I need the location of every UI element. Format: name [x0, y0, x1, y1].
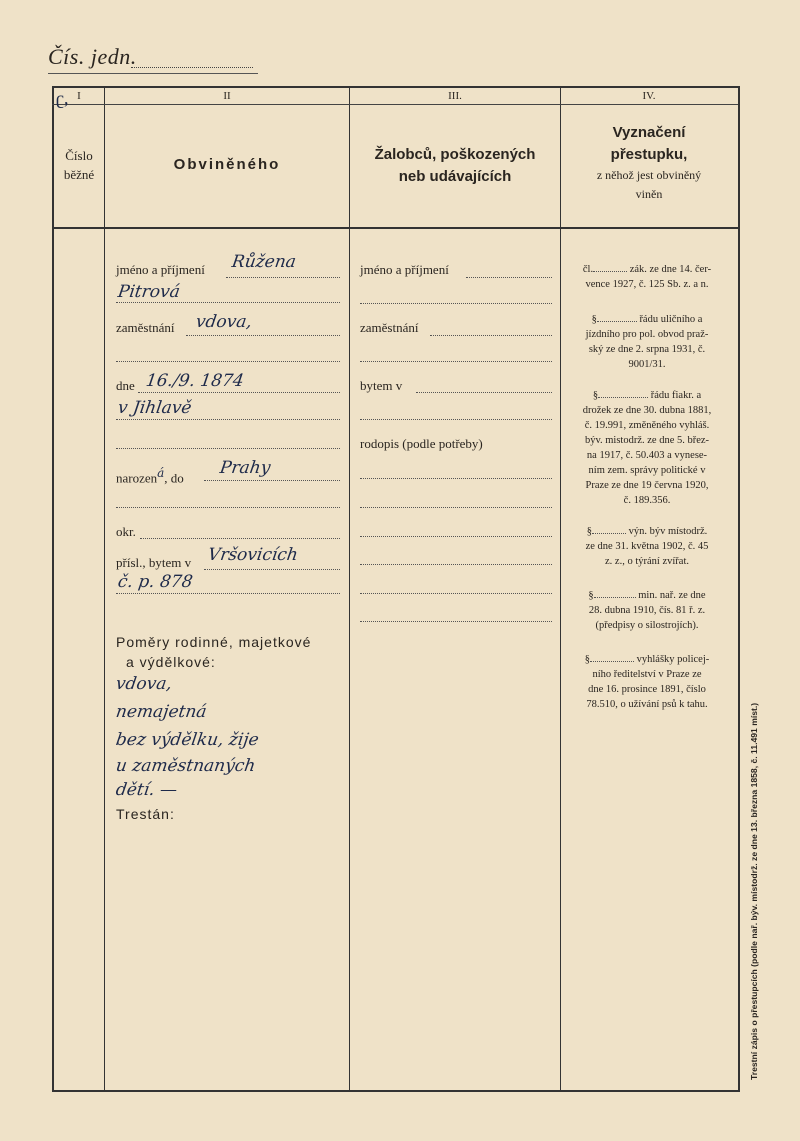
offense-p6-line2: ního ředitelství v Praze ze	[592, 669, 702, 680]
plaintiff-line-13	[360, 620, 552, 622]
accused-date-label: dne	[116, 378, 135, 393]
accused-domicile-value2: č. p. 878	[116, 572, 194, 592]
offense-paragraph-1	[566, 262, 728, 292]
offense-p6-blank	[590, 661, 634, 662]
offense-p5-line1: min. nař. ze dne	[638, 590, 706, 601]
column-divider-3	[560, 86, 561, 1090]
offense-paragraph-4	[566, 524, 728, 569]
offense-p1-blank	[593, 271, 627, 272]
col4-header	[561, 122, 737, 204]
offense-p5-line3: (předpisy o silostrojích).	[595, 620, 699, 631]
col3-header	[350, 144, 560, 188]
col-number-3: III.	[448, 90, 462, 102]
convicted-label: Trestán:	[116, 806, 175, 822]
family-label-2: a výdělkové:	[126, 654, 216, 670]
offense-p1-prefix: čl.	[582, 264, 594, 275]
header-underline	[48, 73, 258, 74]
offense-p5-line2: 28. dubna 1910, čís. 81 ř. z.	[588, 605, 706, 616]
plaintiff-line-9	[360, 506, 552, 508]
pencil-mark: ʗ,	[56, 88, 69, 108]
offense-p2-line1: řádu uličního a	[639, 314, 703, 325]
accused-born-line2	[116, 506, 340, 508]
col-number-2: II	[223, 90, 231, 102]
offense-p3-line6: ním zem. správy politické v	[588, 465, 706, 476]
offense-p5-blank	[594, 597, 636, 598]
plaintiff-name-label: jméno a příjmení	[360, 262, 449, 277]
col1-header-line2: běžné	[63, 167, 95, 182]
accused-occupation-value: vdova,	[194, 312, 254, 332]
family-line-4: u zaměstnaných	[114, 756, 257, 776]
accused-occupation-label: zaměstnání	[116, 320, 175, 335]
plaintiff-line-8	[360, 477, 552, 479]
accused-name-label: jméno a příjmení	[116, 262, 205, 277]
col-number-4: IV.	[642, 90, 656, 102]
offense-p5-prefix: §	[588, 590, 594, 601]
col2-header: Obviněného	[173, 156, 281, 173]
plaintiff-occupation-line	[430, 334, 552, 336]
accused-district-label: okr.	[116, 524, 136, 539]
offense-p3-line5: na 1917, č. 50.403 a vynese-	[586, 450, 708, 461]
offense-p3-line2: drožek ze dne 30. dubna 1881,	[582, 405, 712, 416]
plaintiff-line-2	[360, 302, 552, 304]
col3-header-line2: neb udávajících	[398, 168, 512, 185]
accused-date-value: 16./9. 1874	[144, 371, 246, 391]
offense-p3-line1: řádu fiakr. a	[650, 390, 702, 401]
offense-p3-line8: č. 189.356.	[623, 495, 671, 506]
offense-p3-blank	[598, 397, 648, 398]
offense-p3-line3: č. 19.991, změněného vyhláš.	[584, 420, 710, 431]
accused-domicile-value: Vršovicích	[206, 545, 300, 565]
vertical-form-caption	[745, 660, 763, 1080]
accused-name-value: Růžena	[230, 252, 298, 272]
col1-header-line1: Číslo	[65, 148, 93, 163]
plaintiff-name-line	[466, 276, 552, 278]
col4-header-line1: Vyznačení	[612, 124, 686, 141]
plaintiff-residence-label: bytem v	[360, 378, 403, 393]
accused-occupation-line2	[116, 360, 340, 362]
plaintiff-line-10	[360, 535, 552, 537]
offense-p6-line1: vyhlášky policej-	[636, 654, 710, 665]
accused-domicile-line	[204, 568, 340, 570]
offense-p3-line7: Praze ze dne 19 června 1920,	[585, 480, 709, 491]
plaintiff-bio-label: rodopis (podle potřeby)	[360, 436, 483, 451]
accused-born-suffix: á	[157, 466, 165, 480]
accused-domicile-label: přísl., bytem v	[116, 555, 192, 570]
column-divider-2	[349, 86, 350, 1090]
accused-domicile-line2	[116, 592, 340, 594]
col-number-1: I	[77, 90, 81, 102]
offense-p1-line1: zák. ze dne 14. čer-	[629, 264, 712, 275]
col4-header-line3: z něhož jest obviněný	[596, 168, 702, 182]
offense-paragraph-2	[566, 312, 728, 372]
header-bottom-rule	[52, 227, 738, 229]
roman-row-rule	[52, 104, 738, 105]
accused-occupation-line	[186, 334, 340, 336]
offense-p2-line4: 9001/31.	[628, 359, 666, 370]
offense-paragraph-6	[566, 652, 728, 712]
col1-header	[54, 146, 104, 184]
offense-p1-line2: vence 1927, č. 125 Sb. z. a n.	[585, 279, 709, 290]
offense-p2-line2: jízdního pro pol. obvod praž-	[585, 329, 709, 340]
offense-p4-line3: z. z., o týrání zvířat.	[605, 556, 689, 567]
accused-place-value: v Jihlavě	[116, 398, 193, 418]
accused-surname-value: Pitrová	[116, 282, 182, 302]
plaintiff-line-11	[360, 563, 552, 565]
offense-p6-prefix: §	[584, 654, 590, 665]
accused-blank-line	[116, 447, 340, 449]
offense-p4-line1: výn. býv místodrž.	[628, 526, 708, 537]
col4-header-line2: přestupku,	[610, 146, 688, 163]
offense-p3-prefix: §	[592, 390, 599, 401]
offense-p2-prefix: §	[591, 314, 597, 325]
case-number-label: Čís. jedn.	[48, 44, 137, 69]
offense-paragraph-5	[566, 588, 728, 633]
offense-p4-prefix: §	[586, 526, 592, 537]
accused-date-line	[138, 391, 340, 393]
accused-born-text: narozen	[116, 470, 158, 486]
accused-born-label	[116, 466, 184, 486]
offense-p3-line4: býv. mistodrž. ze dne 5. břez-	[584, 435, 710, 446]
offense-p6-line4: 78.510, o užívání psů k tahu.	[586, 699, 708, 710]
plaintiff-line-12	[360, 592, 552, 594]
column-divider-1	[104, 86, 105, 1090]
plaintiff-residence-line	[416, 391, 552, 393]
family-line-1: vdova,	[114, 674, 174, 694]
col4-header-line4: viněn	[635, 187, 663, 201]
accused-name-line	[226, 276, 340, 278]
offense-p2-line3: ský ze dne 2. srpna 1931, č.	[588, 344, 706, 355]
accused-place-line	[116, 418, 340, 420]
family-line-2: nemajetná	[114, 702, 208, 722]
accused-district-line	[140, 537, 340, 539]
offense-p4-line2: ze dne 31. května 1902, č. 45	[585, 541, 709, 552]
col3-header-line1: Žalobců, poškozených	[374, 146, 536, 163]
offense-p2-blank	[597, 321, 637, 322]
vertical-form-caption-text: Trestní zápis o přestupcích (podle nař. býv. místodrž. ze dne 13. března 1858, č. 11.491 míst.)	[749, 702, 759, 1080]
plaintiff-line-6	[360, 418, 552, 420]
plaintiff-line-4	[360, 360, 552, 362]
offense-p4-blank	[592, 533, 626, 534]
family-label-1: Poměry rodinné, majetkové	[116, 634, 312, 650]
accused-born-to-value: Prahy	[218, 458, 272, 478]
case-number-field	[131, 66, 253, 68]
family-line-5: dětí. —	[114, 780, 179, 800]
accused-born-to: , do	[164, 470, 184, 486]
offense-p6-line3: dne 16. prosince 1891, číslo	[588, 684, 706, 695]
plaintiff-occupation-label: zaměstnání	[360, 320, 419, 335]
family-line-3: bez výdělku, žije	[114, 730, 261, 750]
offense-paragraph-3	[566, 388, 728, 508]
accused-born-line	[204, 479, 340, 481]
